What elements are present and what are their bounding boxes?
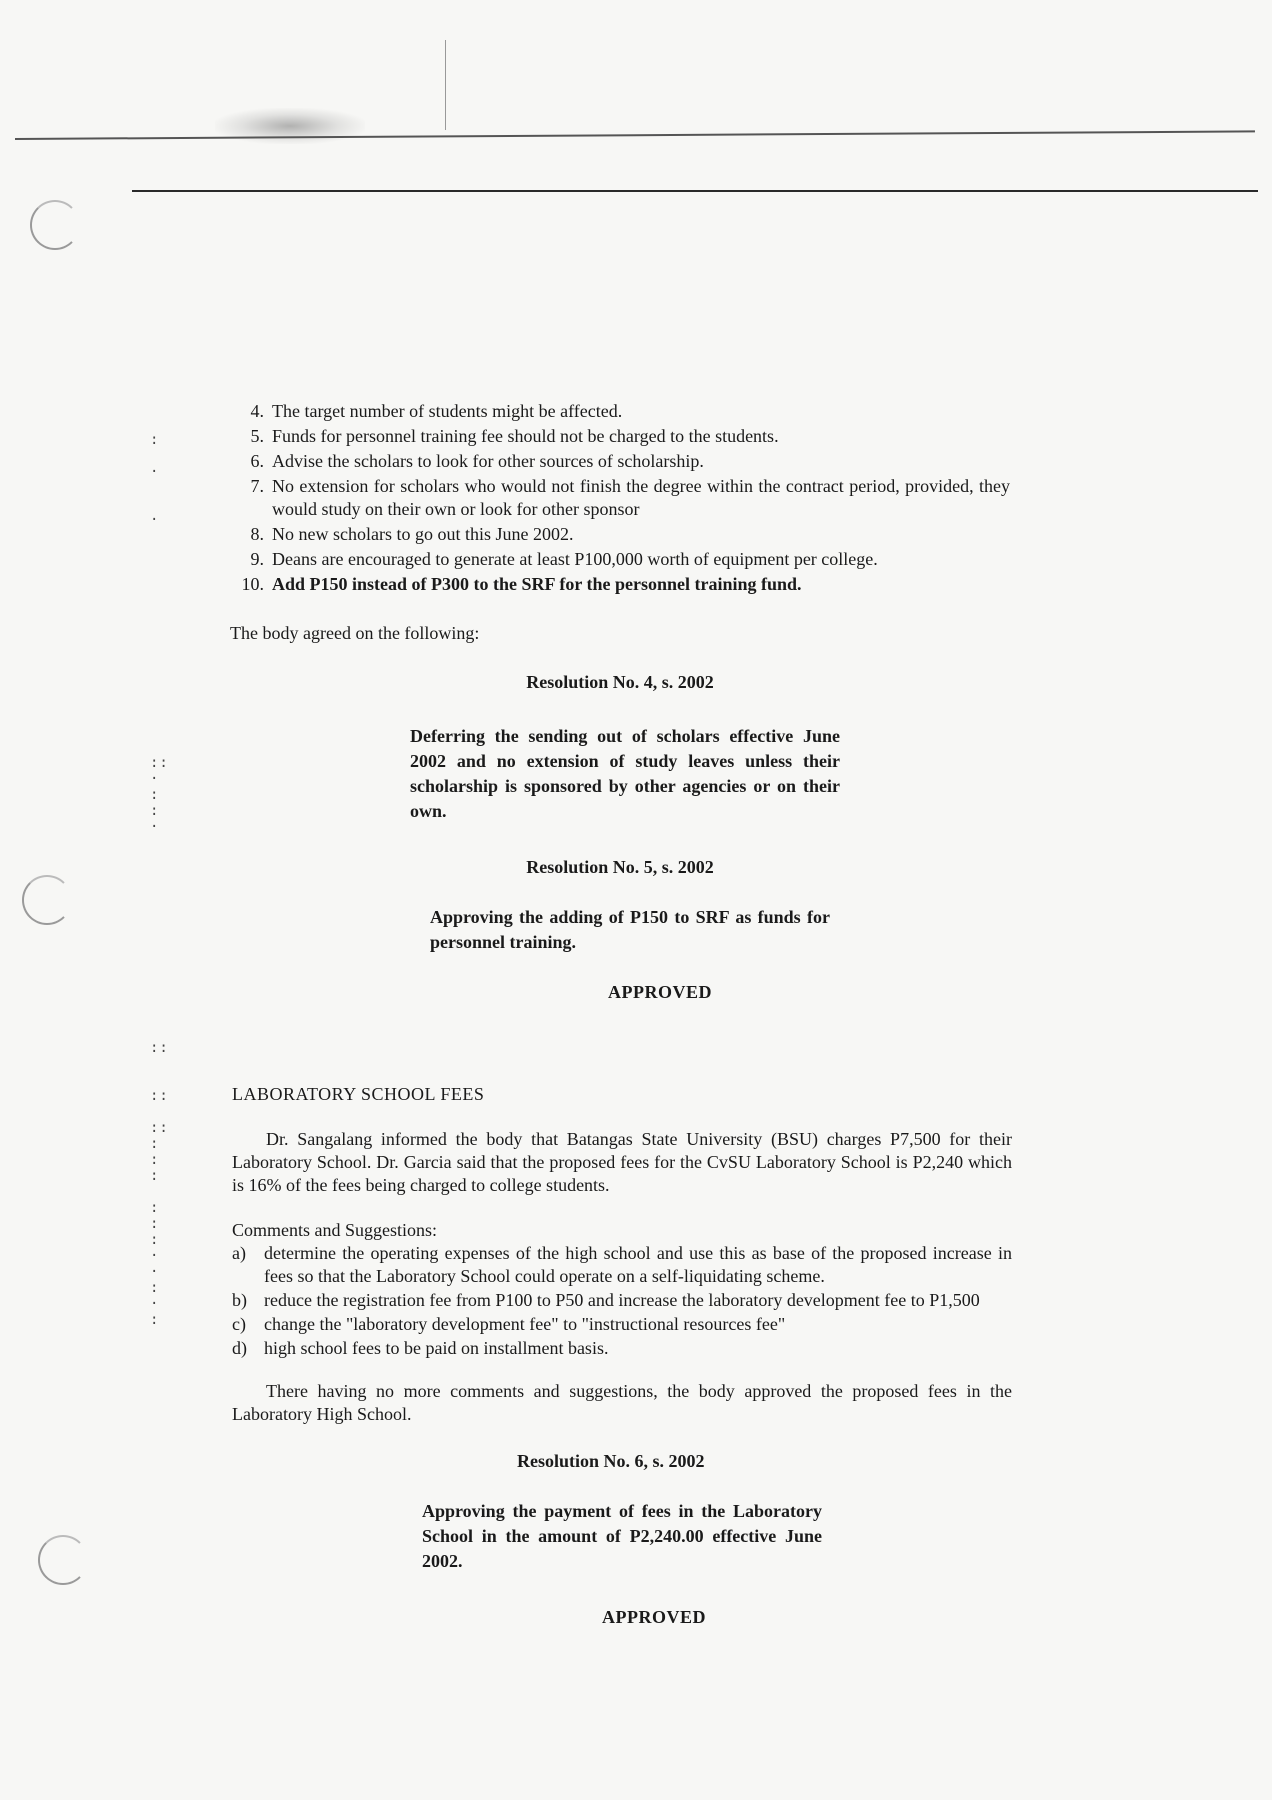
margin-marks: :: :: :: : : : : : : · · : · : xyxy=(150,1040,169,1328)
resolution-body: Approving the adding of P150 to SRF as funds for personnel training. xyxy=(430,907,830,952)
minutes-body xyxy=(230,400,1010,1004)
top-scan-rule xyxy=(15,130,1255,140)
section-heading: LABORATORY SCHOOL FEES xyxy=(232,1084,485,1104)
punch-hole-bottom xyxy=(38,1535,88,1585)
list-item: 8. No new scholars to go out this June 2002. xyxy=(250,524,574,544)
list-item: b) reduce the registration fee from P100 to P50 and increase the laboratory development fee to P1,500 xyxy=(232,1290,980,1310)
list-item: 7. No extension for scholars who would not finish the degree within the contract period, provided, they would study on their own or look for other sponsor xyxy=(250,476,1010,519)
lab-paragraph: Dr. Sangalang informed the body that Batangas State University (BSU) charges P7,500 for their Laboratory School. Dr. Garcia said that the proposed fees for the CvSU Laboratory School is P2,240 which is 16% of the fees being charged to college students. xyxy=(232,1129,1012,1195)
header-rule xyxy=(132,190,1258,192)
list-item: 6. Advise the scholars to look for other sources of scholarship. xyxy=(250,451,704,471)
list-item: d) high school fees to be paid on installment basis. xyxy=(232,1338,609,1358)
fold-mark xyxy=(445,40,446,130)
resolution-title: Resolution No. 4, s. 2002 xyxy=(526,672,714,692)
punch-hole-middle xyxy=(22,875,72,925)
closing-paragraph: There having no more comments and suggestions, the body approved the proposed fees in the Laboratory High School. xyxy=(232,1381,1012,1424)
resolution-body: Approving the payment of fees in the Laboratory School in the amount of P2,240.00 effective June 2002. xyxy=(422,1501,822,1571)
margin-marks: : · · xyxy=(150,432,160,528)
discussion-list xyxy=(230,400,1010,596)
lab-fees-section xyxy=(232,1083,1012,1629)
approved-stamp: APPROVED xyxy=(608,982,712,1002)
suggestions-list xyxy=(232,1242,1012,1360)
comments-heading: Comments and Suggestions: xyxy=(232,1220,438,1240)
list-item: a) determine the operating expenses of the high school and use this as base of the proposed increase in fees so that the Laboratory School could operate on a self-liquidating scheme. xyxy=(232,1243,1012,1286)
resolution-title: Resolution No. 6, s. 2002 xyxy=(517,1451,705,1471)
resolution-body: Deferring the sending out of scholars effective June 2002 and no extension of study leaves unless their scholarship is sponsored by other agencies or on their own. xyxy=(410,726,840,821)
agreed-text: The body agreed on the following: xyxy=(230,623,480,643)
approved-stamp: APPROVED xyxy=(602,1607,706,1627)
punch-hole-top xyxy=(30,200,80,250)
list-item: 10. Add P150 instead of P300 to the SRF for the personnel training fund. xyxy=(241,574,802,594)
list-item: 9. Deans are encouraged to generate at least P100,000 worth of equipment per college. xyxy=(250,549,878,569)
margin-marks: :: · : : · xyxy=(150,755,169,835)
list-item: 5. Funds for personnel training fee should not be charged to the students. xyxy=(250,426,779,446)
list-item: 4. The target number of students might be affected. xyxy=(250,401,623,421)
resolution-title: Resolution No. 5, s. 2002 xyxy=(526,857,714,877)
list-item: c) change the "laboratory development fee" to "instructional resources fee" xyxy=(232,1314,786,1334)
